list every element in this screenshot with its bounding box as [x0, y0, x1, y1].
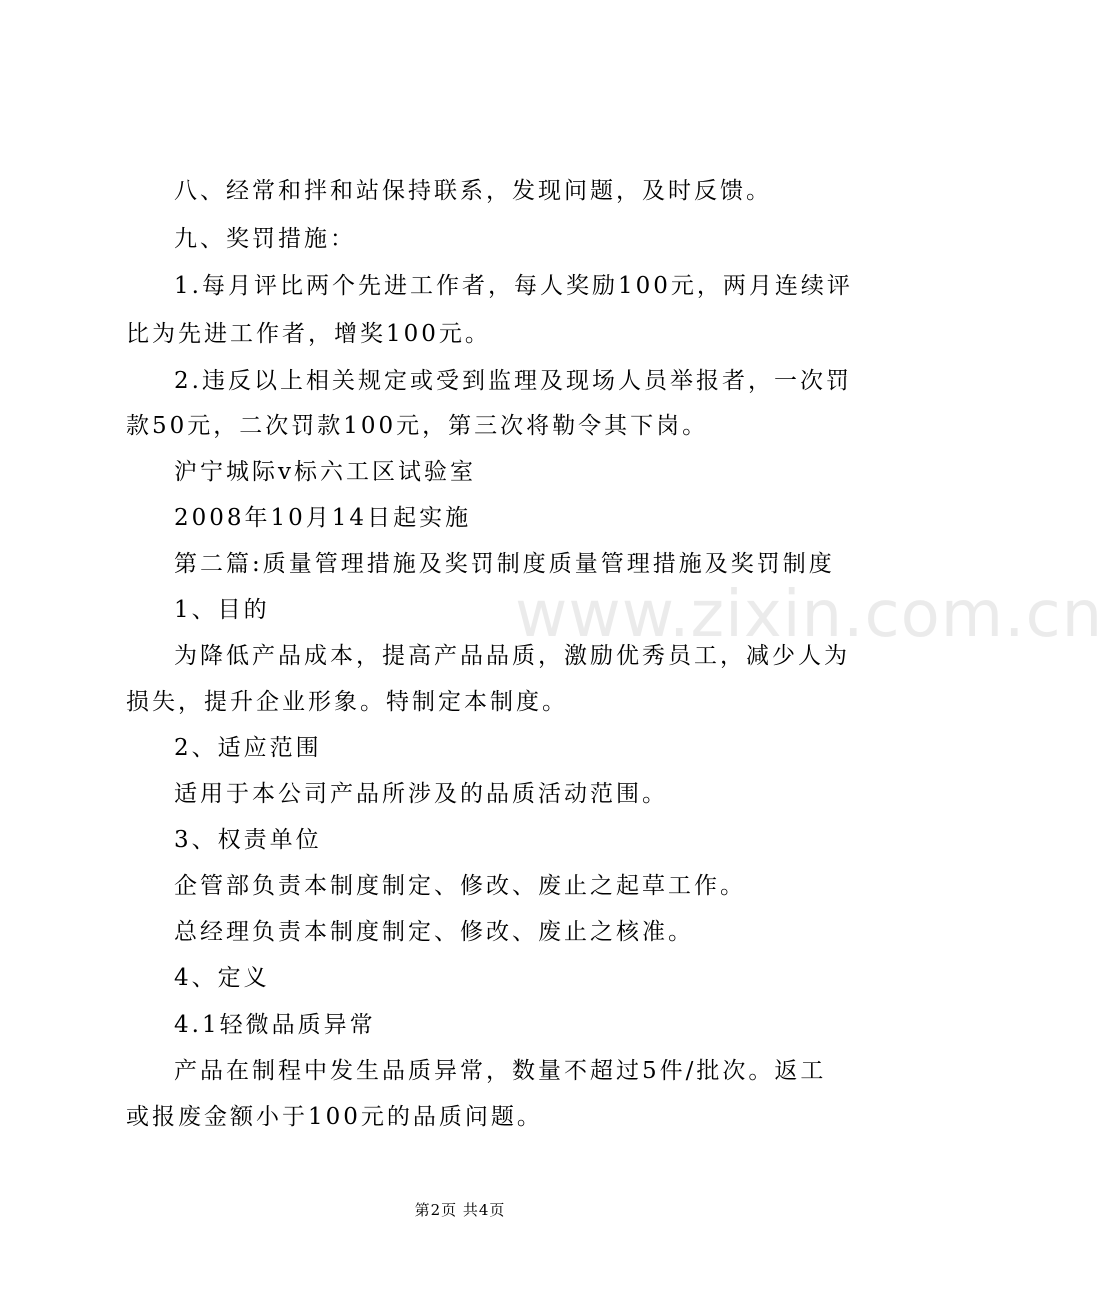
- watermark-text: www.zixin.com.cn: [515, 578, 1103, 652]
- page-footer: 第2页 共4页: [414, 1201, 506, 1219]
- paragraph-line: 损失，提升企业形象。特制定本制度。: [126, 689, 568, 715]
- paragraph-line: 为降低产品成本，提高产品品质，激励优秀员工，减少人为: [174, 643, 850, 669]
- paragraph-line: 1、目的: [174, 597, 270, 623]
- paragraph-line: 3、权责单位: [174, 827, 322, 853]
- paragraph-line: 2、适应范围: [174, 735, 322, 761]
- paragraph-line: 比为先进工作者，增奖100元。: [126, 321, 491, 347]
- paragraph-line: 或报废金额小于100元的品质问题。: [126, 1104, 543, 1130]
- paragraph-line: 产品在制程中发生品质异常，数量不超过5件/批次。返工: [174, 1058, 827, 1084]
- paragraph-line: 总经理负责本制度制定、修改、废止之核准。: [174, 919, 694, 945]
- paragraph-line: 适用于本公司产品所涉及的品质活动范围。: [174, 781, 668, 807]
- paragraph-line: 九、奖罚措施：: [174, 226, 356, 252]
- paragraph-line: 2008年10月14日起实施: [174, 505, 472, 531]
- paragraph-line: 八、经常和拌和站保持联系，发现问题，及时反馈。: [174, 178, 772, 204]
- section-heading: 第二篇:质量管理措施及奖罚制度质量管理措施及奖罚制度: [174, 551, 835, 577]
- paragraph-line: 1.每月评比两个先进工作者，每人奖励100元，两月连续评: [174, 273, 853, 299]
- paragraph-line: 2.违反以上相关规定或受到监理及现场人员举报者，一次罚: [174, 368, 852, 394]
- paragraph-line: 4、定义: [174, 965, 270, 991]
- paragraph-line: 4.1轻微品质异常: [174, 1012, 376, 1038]
- paragraph-line: 沪宁城际v标六工区试验室: [174, 459, 476, 485]
- paragraph-line: 企管部负责本制度制定、修改、废止之起草工作。: [174, 873, 746, 899]
- paragraph-line: 款50元，二次罚款100元，第三次将勒令其下岗。: [126, 413, 709, 439]
